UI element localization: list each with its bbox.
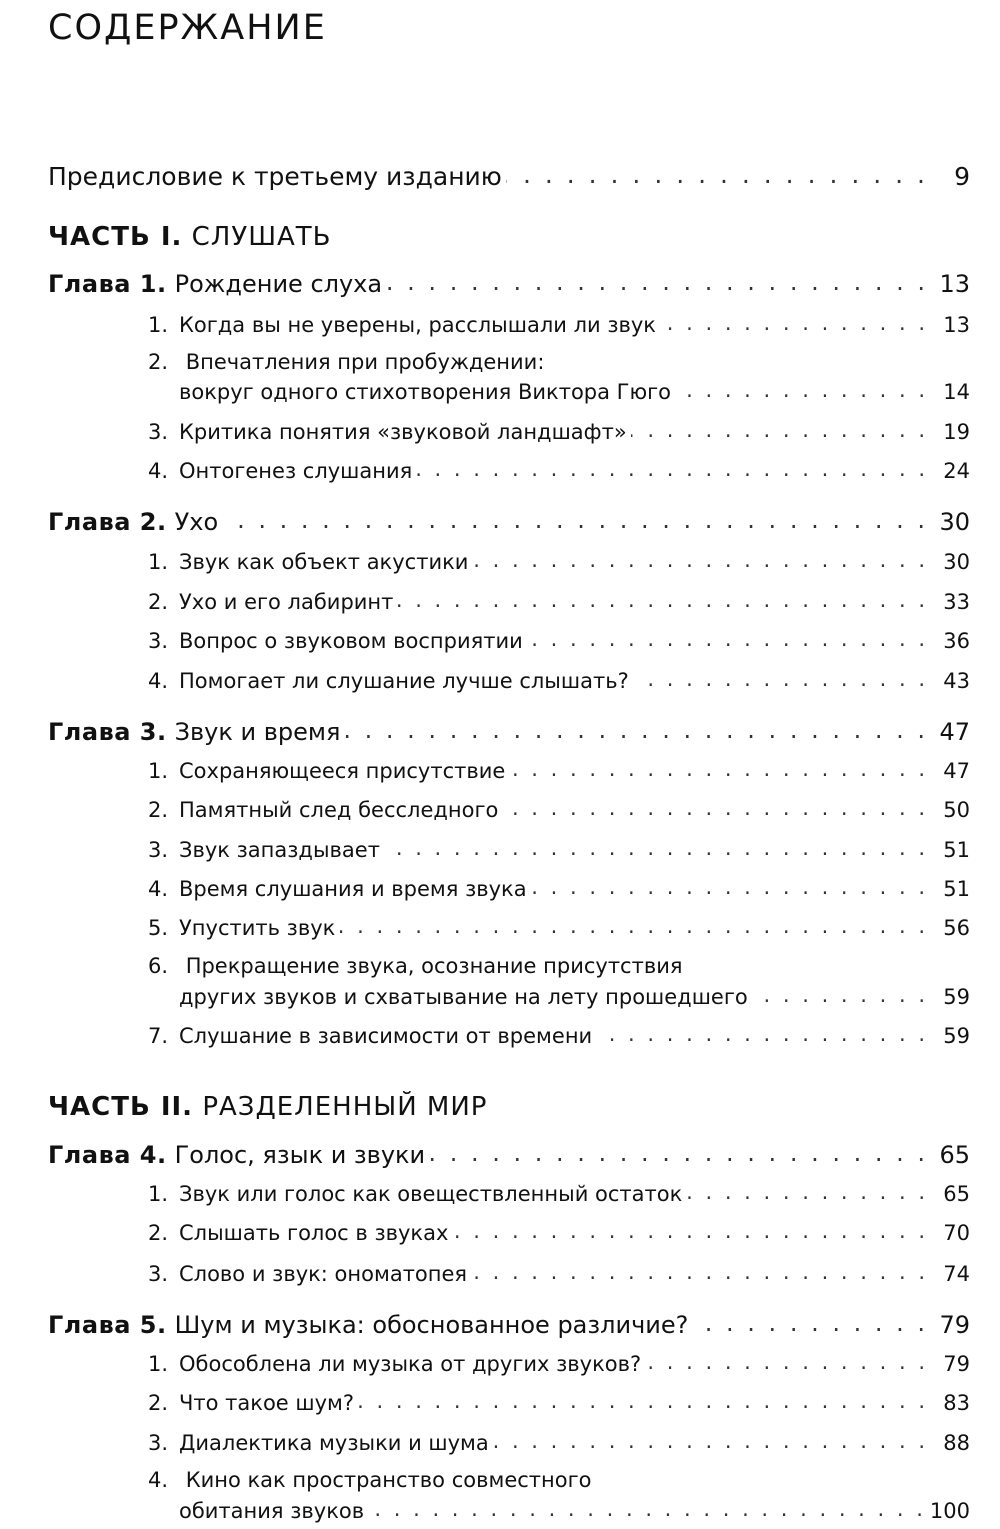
section-title: Что такое шум?	[179, 1391, 355, 1415]
section-number: 3.	[148, 1431, 169, 1455]
section-title: Звук как объект акустики	[179, 550, 469, 574]
section-title: Вопрос о звуковом восприятии	[179, 629, 523, 653]
dot-leader	[752, 983, 928, 1004]
dot-leader	[660, 311, 928, 332]
page-number: 70	[943, 1221, 970, 1245]
section-number: 2.	[148, 350, 169, 374]
section-title-line: вокруг одного стихотворения Виктора Гюго	[179, 380, 672, 404]
section-title: Обособлена ли музыка от других звуков?	[179, 1352, 642, 1376]
dot-leader	[631, 418, 928, 439]
section-title: Когда вы не уверены, расслышали ли звук	[179, 313, 656, 337]
page-number: 50	[943, 798, 970, 822]
dot-leader	[429, 1139, 928, 1163]
dot-leader	[344, 716, 928, 740]
chapter-label: Глава 2.	[48, 508, 167, 536]
page-number: 24	[943, 459, 970, 483]
page-number: 100	[929, 1499, 970, 1523]
page-number: 13	[943, 313, 970, 337]
section-number: 3.	[148, 629, 169, 653]
page-number: 30	[939, 508, 970, 536]
part-label: ЧАСТЬ II.	[48, 1092, 194, 1122]
chapter-title: Шум и музыка: обоснованное различие?	[174, 1311, 689, 1339]
page-number: 65	[939, 1141, 970, 1169]
page-number: 14	[943, 380, 970, 404]
dot-leader	[531, 875, 928, 896]
section-title: Ухо и его лабиринт	[179, 590, 394, 614]
page-number: 43	[943, 669, 970, 693]
dot-leader	[384, 836, 928, 857]
dot-leader	[502, 796, 928, 817]
page-title: СОДЕРЖАНИЕ	[48, 8, 327, 48]
section-number: 4.	[148, 877, 169, 901]
page-number: 33	[943, 590, 970, 614]
dot-leader	[596, 1022, 928, 1043]
dot-leader	[645, 1350, 928, 1371]
dot-leader	[506, 160, 928, 185]
chapter-label: Глава 1.	[48, 270, 167, 298]
section-number: 2.	[148, 1391, 169, 1415]
page-number: 56	[943, 916, 970, 940]
page-number: 13	[939, 270, 970, 298]
part-label: ЧАСТЬ I.	[48, 222, 183, 252]
chapter-label: Глава 5.	[48, 1311, 167, 1339]
section-title: Слушание в зависимости от времени	[179, 1024, 593, 1048]
section-number: 2.	[148, 798, 169, 822]
section-number: 2.	[148, 590, 169, 614]
entry-title: Предисловие к третьему изданию	[48, 162, 502, 191]
page-number: 59	[943, 985, 970, 1009]
section-title: Онтогенез слушания	[179, 459, 413, 483]
dot-leader	[527, 627, 928, 648]
dot-leader	[509, 757, 928, 778]
chapter-title: Рождение слуха	[174, 270, 383, 298]
section-number: 4.	[148, 669, 169, 693]
page-number: 51	[943, 838, 970, 862]
dot-leader	[633, 667, 928, 688]
section-title: Сохраняющееся присутствие	[179, 759, 506, 783]
section-title-line: Кино как пространство совместного	[185, 1468, 592, 1492]
dot-leader	[397, 588, 928, 609]
section-title: Звук запаздывает	[179, 838, 380, 862]
section-number: 1.	[148, 1182, 169, 1206]
section-title-line: Впечатления при пробуждении:	[185, 350, 545, 374]
section-title: Время слушания и время звука	[179, 877, 527, 901]
dot-leader	[686, 1180, 928, 1201]
dot-leader	[386, 268, 928, 292]
dot-leader	[472, 548, 928, 569]
page-number: 74	[943, 1262, 970, 1286]
part-heading	[48, 222, 332, 252]
section-number: 1.	[148, 759, 169, 783]
chapter-title: Голос, язык и звуки	[174, 1141, 426, 1169]
chapter-title: Звук и время	[174, 718, 341, 746]
section-number: 5.	[148, 916, 169, 940]
section-number: 6.	[148, 954, 169, 978]
dot-leader	[222, 506, 928, 530]
section-title: Слышать голос в звуках	[179, 1221, 449, 1245]
section-title: Звук или голос как овеществленный остаток	[179, 1182, 683, 1206]
dot-leader	[452, 1219, 928, 1240]
section-number: 3.	[148, 838, 169, 862]
page-number: 47	[943, 759, 970, 783]
page-number: 59	[943, 1024, 970, 1048]
section-title: Памятный след бесследного	[179, 798, 499, 822]
section-number: 4.	[148, 1468, 169, 1492]
section-title: Помогает ли слушание лучше слышать?	[179, 669, 629, 693]
page-number: 88	[943, 1431, 970, 1455]
section-number: 2.	[148, 1221, 169, 1245]
dot-leader	[416, 457, 928, 478]
dot-leader	[675, 378, 928, 399]
part-title: РАЗДЕЛЕННЫЙ МИР	[202, 1092, 488, 1122]
page-number: 36	[943, 629, 970, 653]
page-number: 65	[943, 1182, 970, 1206]
section-title-line: Прекращение звука, осознание присутствия	[185, 954, 683, 978]
page-number: 30	[943, 550, 970, 574]
section-title-line: обитания звуков	[179, 1499, 365, 1523]
page-number: 83	[943, 1391, 970, 1415]
part-title: СЛУШАТЬ	[191, 222, 332, 252]
dot-leader	[471, 1260, 928, 1281]
dot-leader	[358, 1389, 928, 1410]
page-number: 79	[943, 1352, 970, 1376]
section-number: 1.	[148, 313, 169, 337]
page-number: 19	[943, 420, 970, 444]
page-number: 51	[943, 877, 970, 901]
dot-leader	[493, 1429, 928, 1450]
chapter-label: Глава 3.	[48, 718, 167, 746]
section-title: Критика понятия «звуковой ландшафт»	[179, 420, 627, 444]
dot-leader	[339, 914, 928, 935]
page-number: 9	[954, 162, 970, 191]
section-title: Упустить звук	[179, 916, 336, 940]
section-number: 1.	[148, 1352, 169, 1376]
page-number: 79	[939, 1311, 970, 1339]
page-number: 47	[939, 718, 970, 746]
chapter-title: Ухо	[174, 508, 219, 536]
section-number: 7.	[148, 1024, 169, 1048]
section-title: Слово и звук: ономатопея	[179, 1262, 468, 1286]
section-number: 4.	[148, 459, 169, 483]
section-title: Диалектика музыки и шума	[179, 1431, 489, 1455]
chapter-label: Глава 4.	[48, 1141, 167, 1169]
section-number: 1.	[148, 550, 169, 574]
section-number: 3.	[148, 420, 169, 444]
dot-leader	[368, 1497, 926, 1518]
part-heading	[48, 1092, 487, 1122]
section-number: 3.	[148, 1262, 169, 1286]
dot-leader	[692, 1309, 928, 1333]
section-title-line: других звуков и схватывание на лету прошедшего	[179, 985, 748, 1009]
